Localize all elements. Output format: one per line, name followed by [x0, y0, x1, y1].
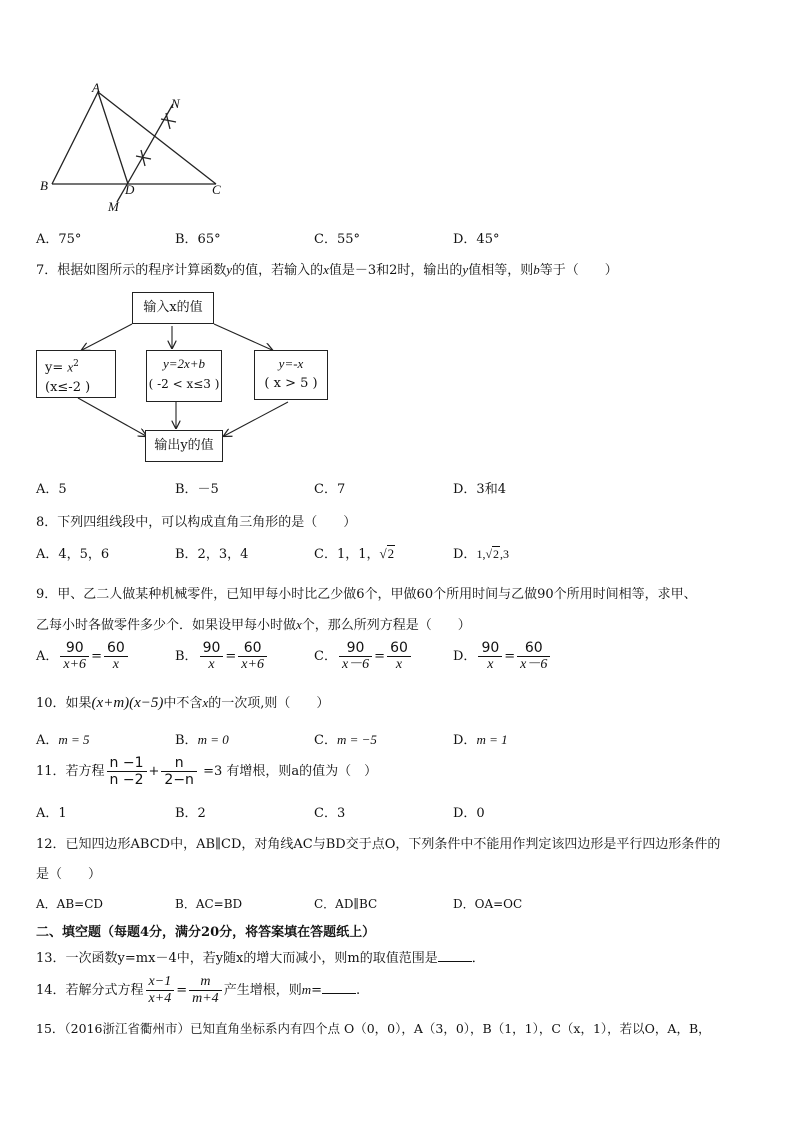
q10-option-d[interactable]: D．m = 1 — [453, 732, 508, 748]
q14-stem: 14．若解分式方程 $\frac{x-1}{x+4}$ = $\frac{m}{m+4}$ 产生增根，则m= . — [36, 974, 361, 1006]
q11-option-d[interactable]: D．0 — [453, 806, 485, 821]
q11-option-c[interactable]: C．3 — [314, 806, 346, 821]
q8-stem: 8．下列四组线段中，可以构成直角三角形的是（ ） — [36, 515, 357, 530]
label-a: A — [92, 80, 100, 95]
q7-option-c[interactable]: C．7 — [314, 482, 346, 497]
q9-option-d[interactable]: D． $\frac{90}{x}$ = $\frac{60}{x-6}$ — [453, 640, 552, 673]
flow-input-box: 输入x的值 — [132, 292, 214, 324]
q8-option-d[interactable]: D．1,√2,3 — [453, 547, 510, 562]
label-d: D — [125, 182, 135, 197]
q11-stem: 11．若方程 $\frac{n -1}{n -2}$ + $\frac{n}{2-n}$ =3 有增根，则a的值为（ ） — [36, 755, 378, 788]
label-c: C — [212, 182, 221, 197]
flowchart-arrows — [0, 0, 794, 470]
q6-option-d[interactable]: D．45° — [453, 232, 500, 247]
label-m: M — [108, 199, 119, 214]
section-2-title: 二、填空题（每题4分，满分20分，将答案填在答题纸上） — [36, 925, 376, 940]
q14-answer-blank[interactable] — [322, 981, 356, 994]
flow-output-box: 输出y的值 — [145, 430, 223, 462]
flow-left-box: $y= x^2$ (x≤-2 ) — [36, 350, 116, 398]
q9-stem-line1: 9．甲、乙二人做某种机械零件，已知甲每小时比乙少做6个，甲做60个所用时间与乙做90个所用时间相等，求甲、 — [36, 587, 697, 602]
q11-option-b[interactable]: B．2 — [175, 806, 206, 821]
q8-option-a[interactable]: A．4，5，6 — [36, 547, 110, 562]
label-b: B — [40, 178, 48, 193]
q12-option-a[interactable]: A．AB=CD — [36, 897, 104, 911]
q9-option-a[interactable]: A． $\frac{90}{x+6}$ = $\frac{60}{x}$ — [36, 640, 130, 673]
q7-option-b[interactable]: B．－5 — [175, 482, 219, 497]
flow-middle-box: y=2x+b ( -2 < x≤3 ) — [146, 350, 222, 402]
q11-option-a[interactable]: A．1 — [36, 806, 67, 821]
q12-stem-line2: 是（ ） — [36, 867, 102, 882]
q15-stem: 15．（2016浙江省衢州市）已知直角坐标系内有四个点 O（0，0），A（3，0），B（1，1），C（x，1），若以O，A，B， — [36, 1021, 711, 1036]
q8-option-c[interactable]: C．1，1，√2 — [314, 546, 395, 562]
q9-option-c[interactable]: C． $\frac{90}{x-6}$ = $\frac{60}{x}$ — [314, 640, 413, 673]
q6-option-b[interactable]: B．65° — [175, 232, 221, 247]
q7-stem: 7．根据如图所示的程序计算函数y的值，若输入的x值是－3和2时，输出的y值相等，则b等于（ ） — [36, 262, 618, 278]
q12-stem-line1: 12．已知四边形ABCD中，AB∥CD，对角线AC与BD交于点O，下列条件中不能用作判定该四边形是平行四边形条件的 — [36, 837, 721, 852]
q13-stem: 13．一次函数y=mx－4中，若y随x的增大而减小，则m的取值范围是 ． — [36, 951, 485, 966]
q9-option-b[interactable]: B． $\frac{90}{x}$ = $\frac{60}{x+6}$ — [175, 640, 269, 673]
q10-option-b[interactable]: B．m = 0 — [175, 732, 229, 748]
q10-option-c[interactable]: C．m = −5 — [314, 732, 377, 748]
label-n: N — [171, 96, 180, 111]
q12-option-c[interactable]: C．AD∥BC — [314, 897, 378, 911]
q7-option-d[interactable]: D．3和4 — [453, 482, 506, 497]
q7-option-a[interactable]: A．5 — [36, 482, 67, 497]
q12-option-b[interactable]: B．AC=BD — [175, 897, 243, 911]
q12-option-d[interactable]: D．OA=OC — [453, 897, 523, 911]
flow-right-box: y=-x ( x > 5 ) — [254, 350, 328, 400]
q6-option-a[interactable]: A．75° — [36, 232, 82, 247]
q10-stem: 10．如果(x+m)(x−5)中不含x的一次项,则（ ） — [36, 695, 330, 711]
q6-option-c[interactable]: C．55° — [314, 232, 360, 247]
q8-option-b[interactable]: B．2，3，4 — [175, 547, 249, 562]
q13-answer-blank[interactable] — [438, 949, 472, 962]
q9-stem-line2: 乙每小时各做零件多少个．如果设甲每小时做x个，那么所列方程是（ ） — [36, 617, 471, 633]
q10-option-a[interactable]: A．m = 5 — [36, 732, 90, 748]
